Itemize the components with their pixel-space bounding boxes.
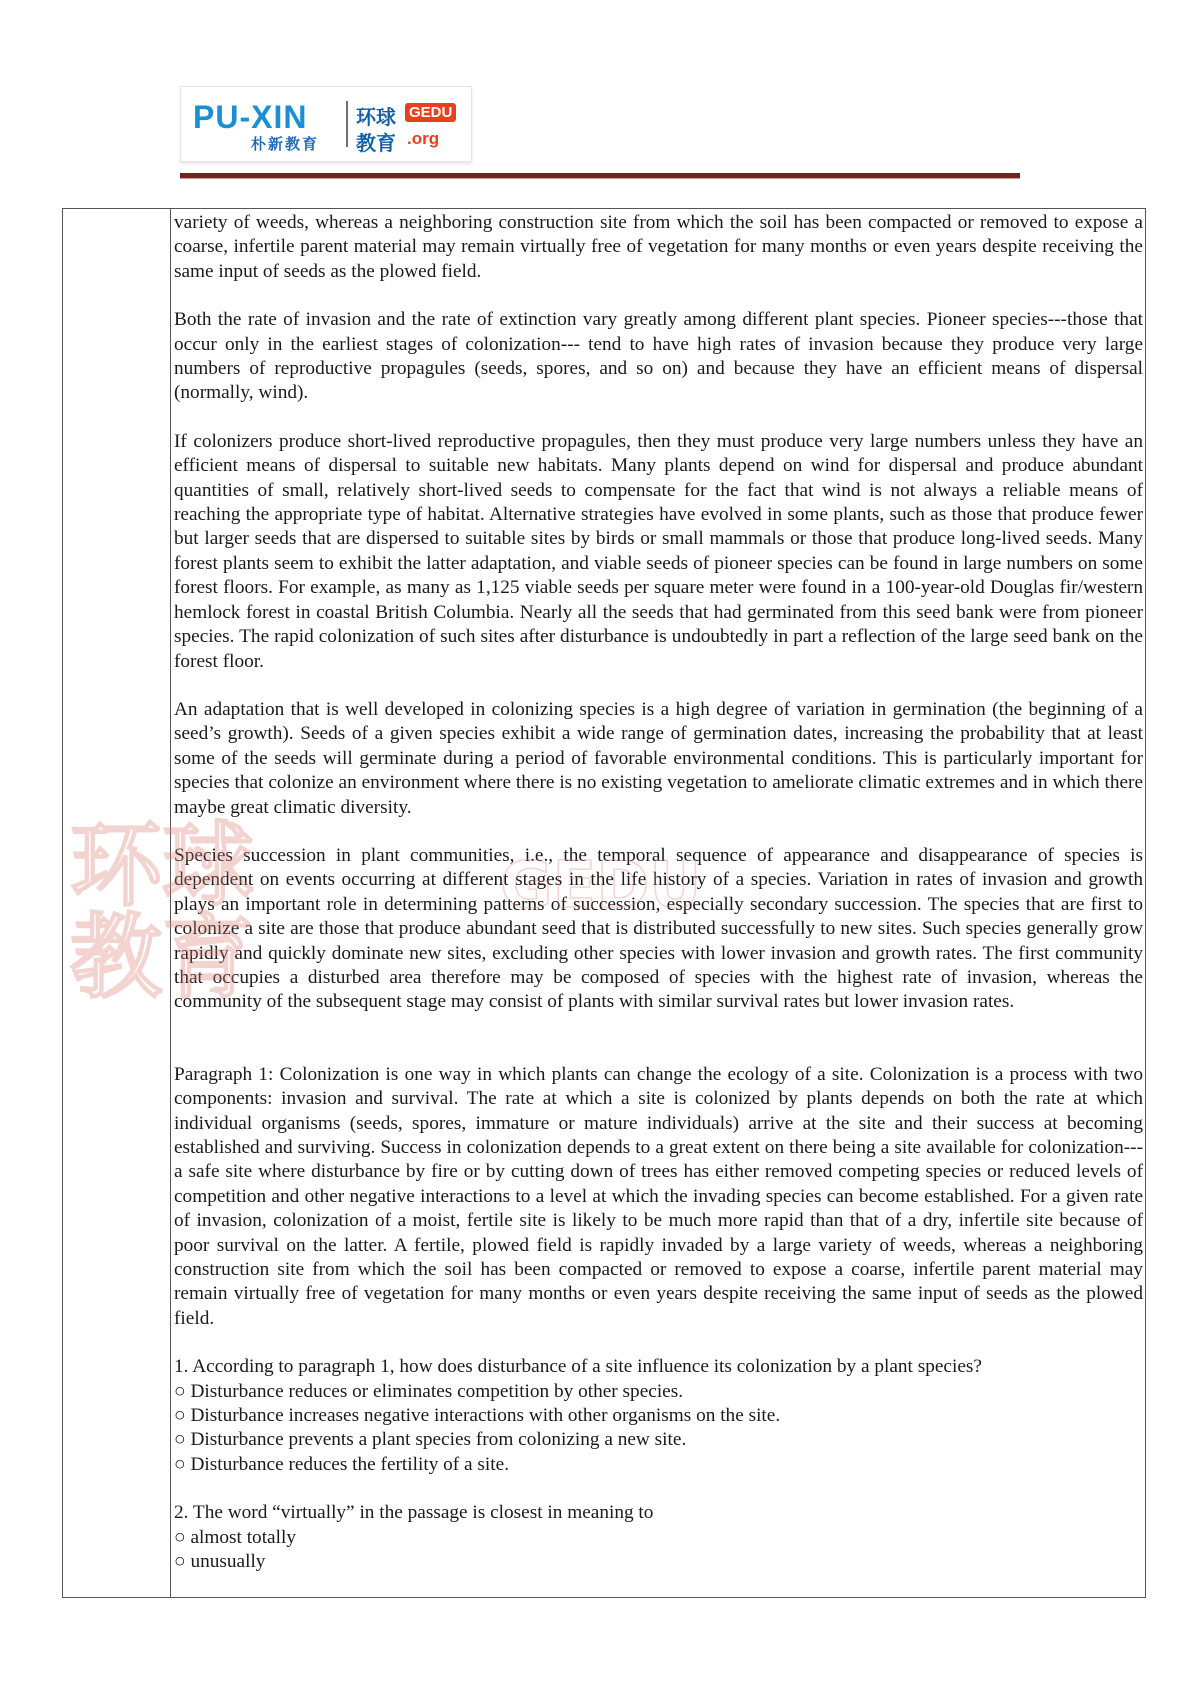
- answer-option[interactable]: ○ almost totally: [174, 1526, 296, 1548]
- passage-paragraph: Both the rate of invasion and the rate of extinction vary greatly among different plant species. Pioneer species---those that occur only in the earliest stages of colonization--- tend to have high rates of invasion because they produce very large numbers of reproductive propagules (seeds, spores, and so on) and because they have an efficient means of dispersal (normally, wind).: [174, 309, 1143, 404]
- answer-option[interactable]: ○ Disturbance prevents a plant species from colonizing a new site.: [174, 1429, 687, 1451]
- question-block: [174, 1501, 1143, 1574]
- logo-jiaoyu-text: 教育: [356, 131, 396, 155]
- watermark-line1: 环球: [70, 812, 255, 919]
- logo-huanqiu-text: 环球: [356, 105, 396, 129]
- logo-puxin-chinese: 朴新教育: [251, 136, 320, 153]
- passage-paragraph: If colonizers produce short-lived reproductive propagules, then they must produce very large numbers unless they have an efficient means of dispersal to suitable new habitats. Many plants depend on wind for dispersal and produce abundant quantities of small, relatively short-lived seeds to compensate for the fact that wind is not always a reliable means of reaching the appropriate type of habitat. Alternative strategies have evolved in some plants, such as those that produce fewer but larger seeds that are dispersed to suitable sites by birds or small mammals or those that produce long-lived seeds. Many forest plants seem to exhibit the latter adaptation, and viable seeds of pioneer species can be found in large numbers on some forest floors. For example, as many as 1,125 viable seeds per square meter were found in a 100-year-old Douglas fir/western hemlock forest in coastal British Columbia. Nearly all the seeds that had germinated from this seed bank were from pioneer species. The rapid colonization of such sites after disturbance is undoubtedly in part a reflection of the large seed bank on the forest floor.: [174, 430, 1143, 672]
- passage-paragraph: An adaptation that is well developed in colonizing species is a high degree of variation in germination (the beginning of a seed’s growth). Seeds of a given species exhibit a wide range of germination dates, increasing the probability that at least some of the seeds will germinate during a period of favorable environmental conditions. This is particularly important for species that colonize an environment where there is no existing vegetation to ameliorate climatic extremes and in which there maybe great climatic diversity.: [174, 698, 1143, 818]
- answer-option[interactable]: ○ Disturbance reduces or eliminates competition by other species.: [174, 1380, 684, 1402]
- passage-cell: [174, 211, 1143, 1575]
- question-paragraph-excerpt: Paragraph 1: Colonization is one way in which plants can change the ecology of a site. Colonization is a process with two components: invasion and survival. The rate at which a site is colonized by plants depends on both the rate at which individual organisms (seeds, spores, immature or mature individuals) arrive at the site and their success at becoming established and surviving. Success in colonization depends to a great extent on there being a site available for colonization---a safe site where disturbance by fire or by cutting down of trees has either removed competing species or reduced levels of competition and other negative interactions to a level at which the invading species can become established. For a given rate of invasion, colonization of a moist, fertile site is likely to be much more rapid than that of a dry, infertile site because of poor survival on the latter. A fertile, plowed field is rapidly invaded by a large variety of weeds, whereas a neighboring construction site from which the soil has been compacted or removed to expose a coarse, infertile parent material may remain virtually free of vegetation for many months or even years despite receiving the same input of seeds as the plowed field.: [174, 1063, 1143, 1329]
- watermark-line2: 教育: [70, 904, 255, 1011]
- page-header: [180, 86, 1020, 181]
- answer-option[interactable]: ○ Disturbance reduces the fertility of a site.: [174, 1453, 510, 1475]
- logo-gedu-badge: GEDU: [405, 103, 456, 122]
- passage-paragraph: variety of weeds, whereas a neighboring construction site from which the soil has been compacted or removed to expose a coarse, infertile parent material may remain virtually free of vegetation for many months or even years despite receiving the same input of seeds as the plowed field.: [174, 212, 1143, 282]
- watermark-brand: GEDU: [500, 849, 702, 923]
- question-stem: 1. According to paragraph 1, how does disturbance of a site influence its colonization by a plant species?: [174, 1356, 982, 1378]
- header-rule: [180, 173, 1020, 179]
- passage-paragraph: Species succession in plant communities, i.e., the temporal sequence of appearance and disappearance of species is dependent on events occurring at different stages in the life history of a species. Variation in rates of invasion and growth plays an important role in determining patterns of succession, especially secondary succession. The species that are first to colonize a site are those that produce abundant seed that is distributed successfully to new sites. Such species generally grow rapidly and quickly dominate new sites, excluding other species with lower invasion and growth rates. The first community that occupies a disturbed area therefore may be composed of species with the highest rate of invasion, whereas the community of the subsequent stage may consist of plants with similar survival rates but lower invasion rates.: [174, 844, 1143, 1013]
- question-stem: 2. The word “virtually” in the passage is closest in meaning to: [174, 1502, 654, 1524]
- logo-divider: [346, 101, 348, 147]
- brand-logo: [180, 86, 472, 162]
- left-column-cell: [63, 209, 171, 1597]
- logo-org-text: .org: [407, 129, 440, 148]
- answer-option[interactable]: ○ Disturbance increases negative interactions with other organisms on the site.: [174, 1405, 781, 1427]
- answer-option[interactable]: ○ unusually: [174, 1551, 266, 1573]
- content-table: [62, 208, 1146, 1598]
- logo-puxin-text: PU-XIN: [193, 99, 308, 135]
- question-block: [174, 1355, 1143, 1477]
